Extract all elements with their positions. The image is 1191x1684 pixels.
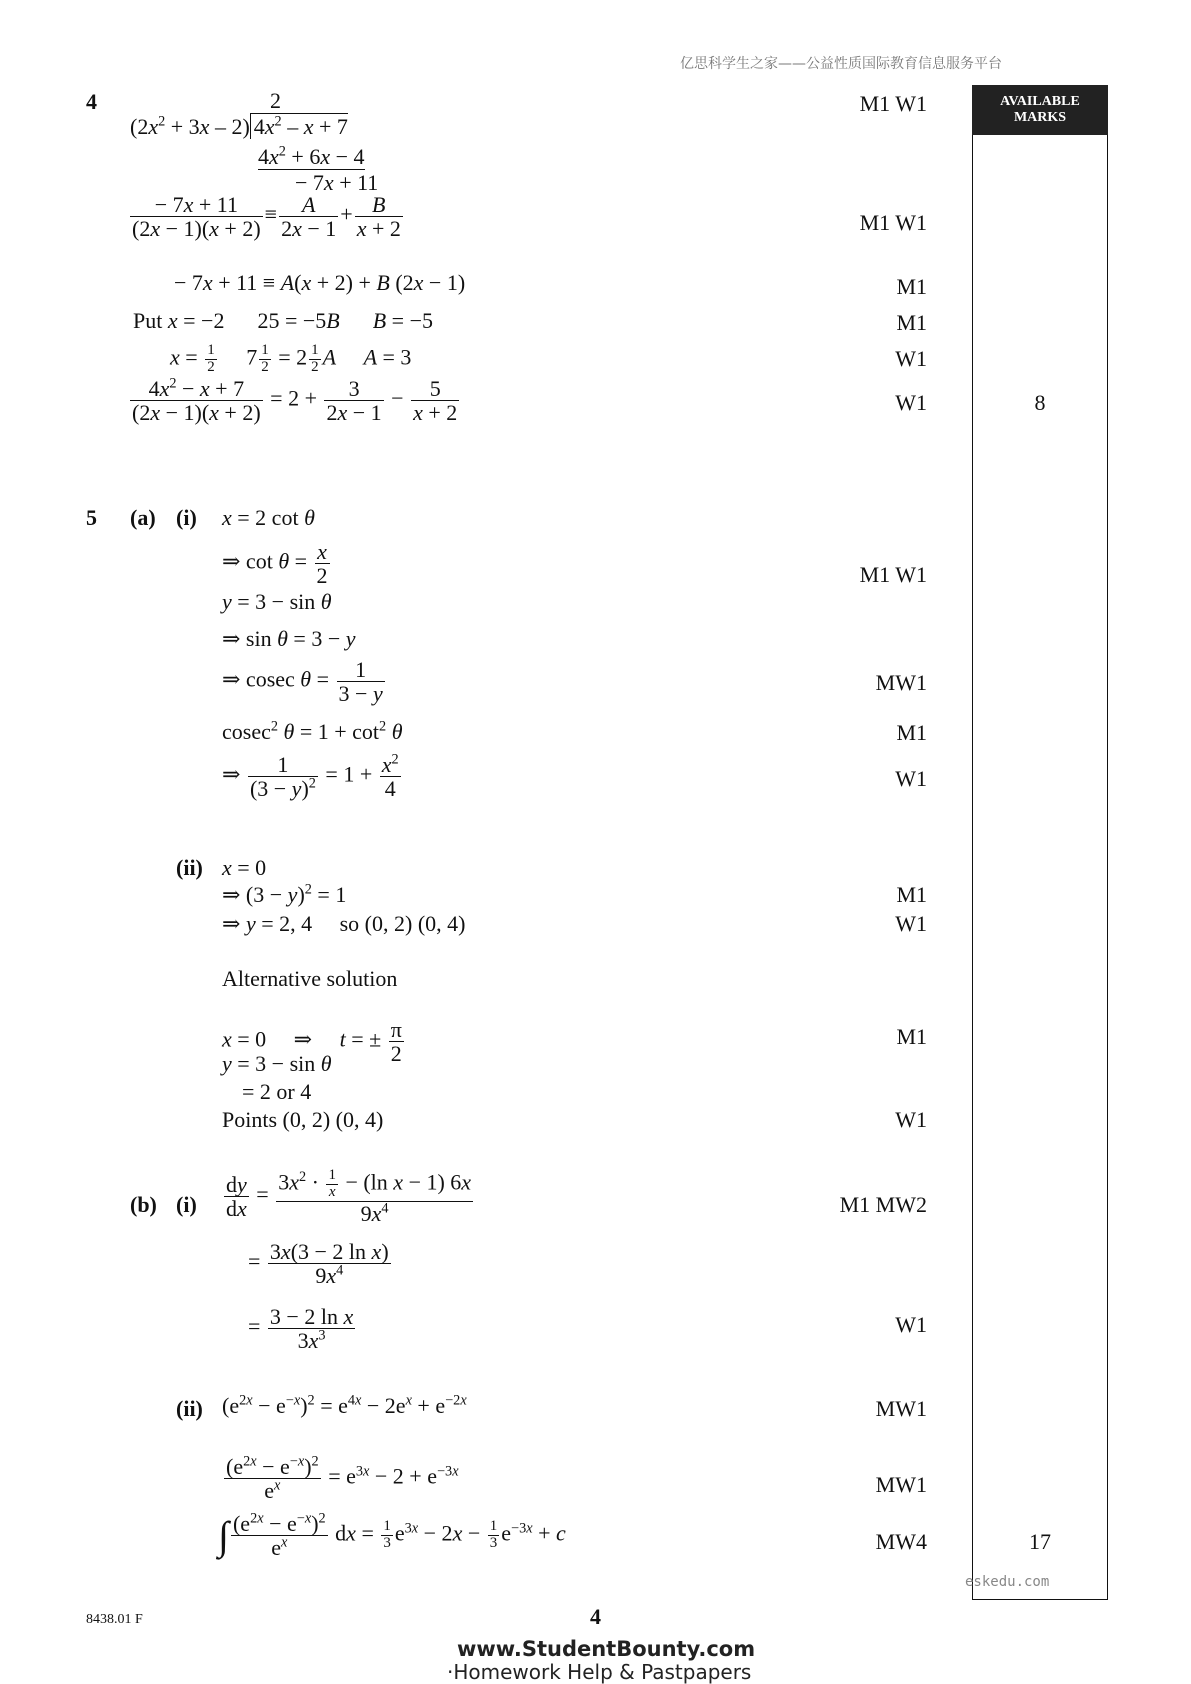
q5aii-mark-2: W1 [895, 911, 927, 936]
page-number: 4 [590, 1604, 601, 1629]
q5aii-alt-line2: y = 3 − sin θ [222, 1051, 332, 1076]
q5ai-line3: y = 3 − sin θ [222, 589, 332, 614]
watermark: eskedu.com [965, 1574, 1050, 1590]
q4-total-marks: 8 [1034, 390, 1046, 415]
question-number-5: 5 [86, 505, 97, 530]
brand-url[interactable]: www.StudentBounty.com [457, 1637, 756, 1661]
marks-header-line2: MARKS [1013, 110, 1067, 125]
q4-mark-6: W1 [895, 390, 927, 415]
q4-mark-3: M1 [896, 274, 927, 299]
part-a-ii-label: (ii) [176, 855, 203, 880]
q5aii-mark-4: W1 [895, 1107, 927, 1132]
q5bi-line2: = $\frac{\text{3x(3 − 2 ln x)}}{9x^4}$ [248, 1239, 389, 1289]
q5bi-mark-2: W1 [895, 1312, 927, 1337]
part-a-i-label: (i) [176, 505, 197, 530]
q5ai-mark-3: M1 [896, 720, 927, 745]
q5ai-line7: ⇒ $\frac{1}{(3 - y)^2}$ = 1 + $\frac{x^2}{4}$ [222, 751, 399, 802]
q4-partial-fraction-setup: $\frac{- 7x + 11}{(2x - 1)(x + 2)}$ ≡ $\frac{A}{2x - 1}$ + $\frac{B}{x + 2}$ [132, 192, 401, 242]
q5bi-line3: = $\frac{\text{3 − 2 ln x}}{3x^3}$ [248, 1304, 354, 1354]
q4-substitute-x-minus-2: Put x = −2 25 = −5B B = −5 [133, 308, 433, 333]
q5bii-line3: ∫ $\frac{(e^{2x} - e^{-x})^2}{e^x}$ dx = $\frac{1}{3}$ $e^{3x} - 2x$ − $\frac{1}{3}$ $e^{-3x} + c$ [218, 1510, 566, 1561]
question-number-4: 4 [86, 89, 97, 114]
marks-column-header [972, 85, 1108, 135]
q4-substitute-x-half: x = $\frac{1}{2}$ 7 $\frac{1}{2}$ = 2 $\frac{1}{2}$ A A = 3 [170, 342, 412, 375]
q5aii-line1: x = 0 [222, 855, 267, 880]
q4-mark-1: M1 W1 [859, 91, 927, 116]
part-b-i-label: (i) [176, 1192, 197, 1217]
q5ai-line5: ⇒ cosec θ = $\frac{1}{3 - y}$ [222, 657, 383, 707]
alternative-solution-heading: Alternative solution [222, 966, 398, 991]
q5ai-line2: ⇒ cot θ = $\frac{x}{2}$ [222, 539, 328, 589]
part-b-label: (b) [130, 1192, 157, 1217]
marks-column [972, 85, 1108, 1600]
q5ai-line1: x = 2 cot θ [222, 505, 315, 530]
q4-mark-2: M1 W1 [859, 210, 927, 235]
q5aii-points: so (0, 2) (0, 4) [339, 911, 466, 936]
brand-tagline: ·Homework Help & Pastpapers [447, 1660, 752, 1684]
q5ai-line4: ⇒ sin θ = 3 − y [222, 626, 356, 651]
q5ai-mark-2: MW1 [875, 670, 927, 695]
q5bi-mark-1: M1 MW2 [839, 1192, 927, 1217]
q4-mark-4: M1 [896, 310, 927, 335]
q5ai-mark-4: W1 [895, 766, 927, 791]
q5aii-mark-1: M1 [896, 882, 927, 907]
q5aii-alt-line4: Points (0, 2) (0, 4) [222, 1107, 384, 1132]
q4-final-result: $\frac{4x^2 - x + 7}{(2x - 1)(x + 2)}$ = 2 + $\frac{3}{2x - 1}$ − $\frac{5}{x + 2}$ [132, 375, 458, 426]
site-header-text: 亿思科学生之家——公益性质国际教育信息服务平台 [680, 56, 1002, 72]
q5bii-line1: $(e^{2x} - e^{-x})^2 = e^{4x} - 2e^x + e^{-2x}$ [222, 1392, 467, 1418]
q5aii-mark-3: M1 [896, 1024, 927, 1049]
q5aii-line3: ⇒ y = 2, 4 so (0, 2) (0, 4) [222, 911, 466, 936]
q4-identity: − 7x + 11 ≡ A(x + 2) + B (2x − 1) [174, 270, 466, 295]
q5aii-line2: ⇒ $(3 - y)^2 = 1$ [222, 881, 347, 907]
q5ai-line6: cosec$^2$ $\theta = 1 + \cot^2 \theta$ [222, 718, 403, 744]
q5aii-alt-line1: x = 0 ⇒ t = ± $\frac{\pi}{2}$ [222, 1017, 402, 1067]
q5aii-alt-line3: = 2 or 4 [242, 1079, 312, 1104]
q5bii-mark-3: MW4 [875, 1529, 927, 1554]
q4-long-division: 2 $(2x^2 + 3x - 2)$ $4x^2 - x + 7$ $4x^2 + 6x - 4$ − 7x + 11 [130, 88, 379, 195]
q5bii-mark-2: MW1 [875, 1472, 927, 1497]
q4-mark-5: W1 [895, 346, 927, 371]
document-code: 8438.01 F [86, 1612, 143, 1627]
part-b-ii-label: (ii) [176, 1396, 203, 1421]
part-a-label: (a) [130, 505, 156, 530]
q5bii-line2: $\frac{(e^{2x} - e^{-x})^2}{e^x}$ = $e^{3x} - 2 + e^{-3x}$ [226, 1453, 459, 1504]
q5bi-line1: $\frac{dy}{dx}$ = $3x^2$ · $\frac{1}{x}$ − (ln x − 1) 6x $9x^4$ [226, 1167, 472, 1226]
q5-total-marks: 17 [1029, 1529, 1051, 1554]
marks-header-line1: AVAILABLE [1000, 94, 1080, 109]
q5ai-mark-1: M1 W1 [859, 562, 927, 587]
q5bii-mark-1: MW1 [875, 1396, 927, 1421]
